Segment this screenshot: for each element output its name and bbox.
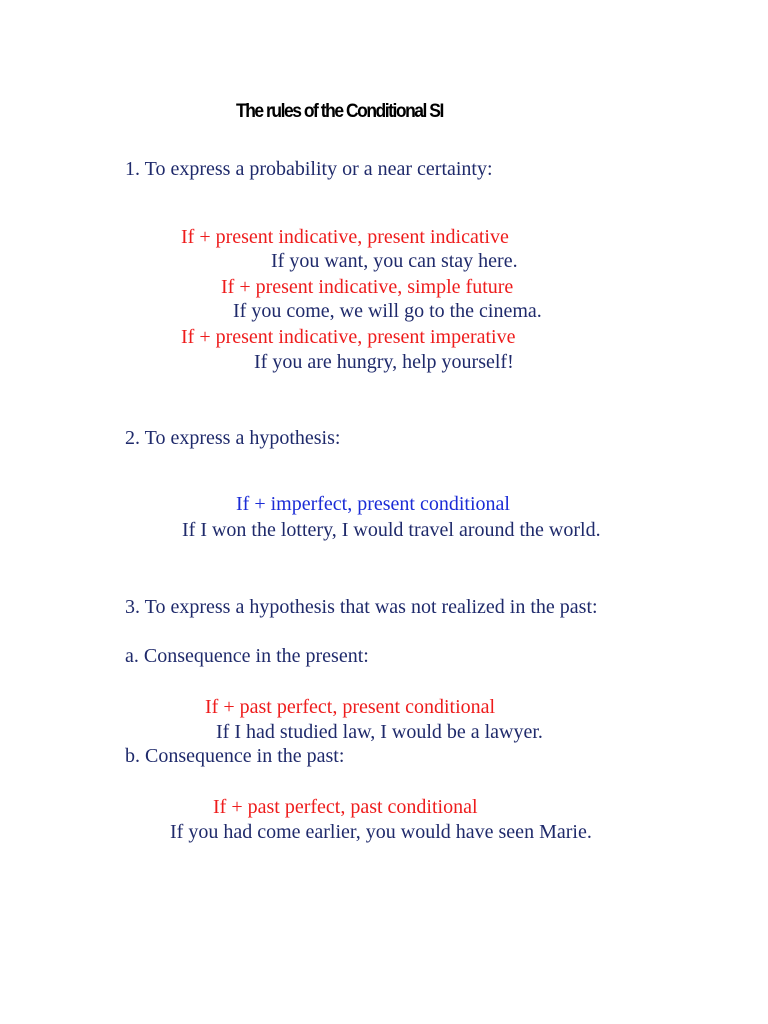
section-1-rule-3: If + present indicative, present imperative <box>181 326 516 348</box>
section-1-rule-1: If + present indicative, present indicative <box>181 226 509 248</box>
section-3-rule-a: If + past perfect, present conditional <box>205 696 496 718</box>
section-3-example-a: If I had studied law, I would be a lawyer. <box>216 721 543 743</box>
section-2-rule-1: If + imperfect, present conditional <box>236 493 510 515</box>
section-3-rule-b: If + past perfect, past conditional <box>213 796 478 818</box>
section-2-example-1: If I won the lottery, I would travel around the world. <box>182 519 601 541</box>
section-3-example-b: If you had come earlier, you would have seen Marie. <box>170 821 592 843</box>
section-1-rule-2: If + present indicative, simple future <box>221 276 514 298</box>
section-1-heading: 1. To express a probability or a near certainty: <box>125 158 493 180</box>
section-1-example-3: If you are hungry, help yourself! <box>254 351 514 373</box>
section-2-heading: 2. To express a hypothesis: <box>125 427 341 449</box>
section-3-subheading-a: a. Consequence in the present: <box>125 645 369 667</box>
section-3-heading: 3. To express a hypothesis that was not realized in the past: <box>125 596 598 618</box>
page-title: The rules of the Conditional SI <box>236 101 443 122</box>
section-1-example-1: If you want, you can stay here. <box>271 250 518 272</box>
section-3-subheading-b: b. Consequence in the past: <box>125 745 345 767</box>
section-1-example-2: If you come, we will go to the cinema. <box>233 300 542 322</box>
